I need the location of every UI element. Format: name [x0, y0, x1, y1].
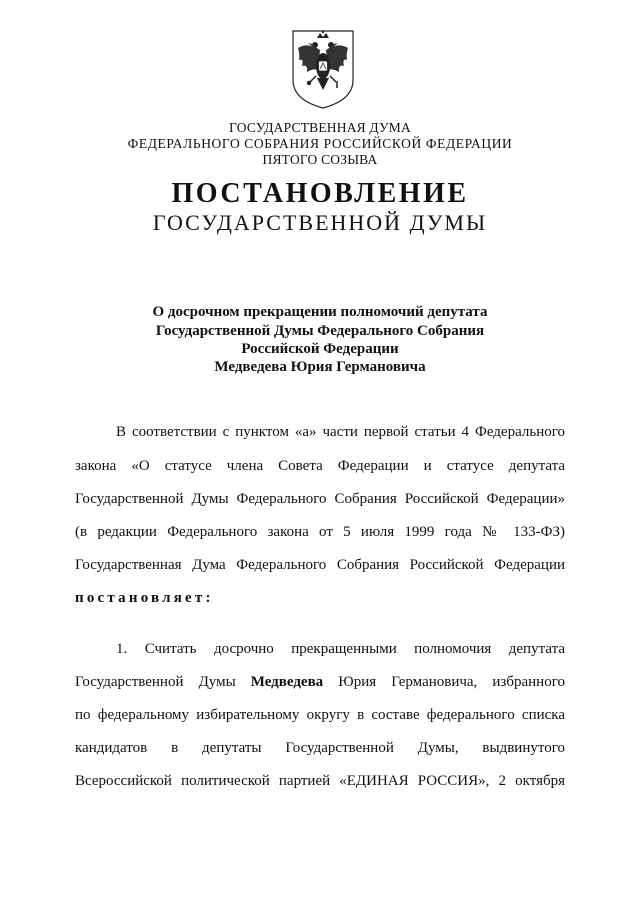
preamble-line: закона «О статусе члена Совета Федерации и статусе депутата	[75, 458, 565, 474]
document-subtitle: ГОСУДАРСТВЕННОЙ ДУМЫ	[152, 210, 488, 235]
clause-line: 1. Считать досрочно прекращенными полномочия депутата	[116, 641, 565, 657]
clause-text: Юрия Германовича, избранного	[323, 674, 565, 690]
subject-line: Российской Федерации	[241, 341, 399, 357]
preamble-line: В соответствии с пунктом «а» части первой статьи 4 Федерального	[116, 424, 565, 440]
issuer-name: ГОСУДАРСТВЕННАЯ ДУМА	[229, 120, 411, 135]
subject-line: О досрочном прекращении полномочий депутата	[152, 304, 488, 320]
preamble-line: (в редакции Федерального закона от 5 июля 1999 года № 133-ФЗ)	[75, 524, 565, 540]
resolves-phrase: постановляет:	[75, 590, 214, 606]
issuer-parliament: ФЕДЕРАЛЬНОГО СОБРАНИЯ РОССИЙСКОЙ ФЕДЕРАЦИИ	[127, 136, 513, 151]
clause-line: по федеральному избирательному округу в составе федерального списка	[75, 707, 565, 723]
coat-of-arms-emblem	[290, 28, 356, 110]
deputy-surname: Медведева	[250, 674, 324, 690]
clause-text: Государственной Думы	[75, 674, 251, 690]
subject-line: Государственной Думы Федерального Собрания	[155, 323, 485, 339]
clause-line: Всероссийской политической партией «ЕДИНАЯ РОССИЯ», 2 октября	[75, 773, 565, 789]
subject-line: Медведева Юрия Германовича	[214, 359, 426, 375]
clause-line	[75, 674, 565, 691]
document-title: ПОСТАНОВЛЕНИЕ	[171, 178, 469, 209]
preamble-line: Государственной Думы Федерального Собрания Российской Федерации»	[75, 491, 565, 507]
clause-line: кандидатов в депутаты Государственной Думы, выдвинутого	[75, 740, 565, 756]
issuer-convocation: ПЯТОГО СОЗЫВА	[262, 152, 378, 167]
preamble-line: Государственная Дума Федерального Собрания Российской Федерации	[75, 557, 565, 573]
